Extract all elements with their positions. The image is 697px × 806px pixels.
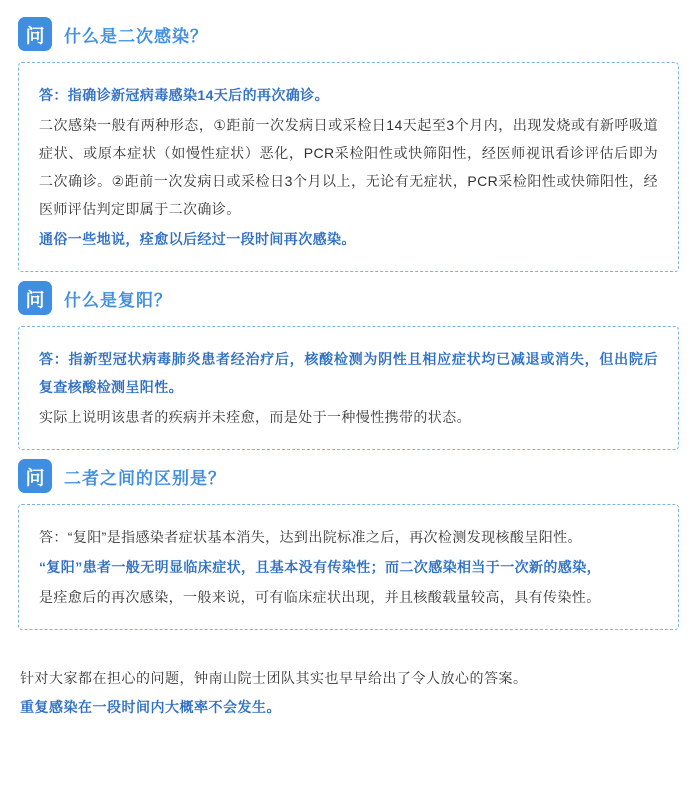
answer-box-1	[18, 62, 679, 272]
footer-line-1: 针对大家都在担心的问题，钟南山院士团队其实也早早给出了令人放心的答案。	[20, 670, 528, 686]
answer-paragraph: 答：指确诊新冠病毒感染14天后的再次确诊。	[39, 87, 329, 103]
qa-block-1	[18, 14, 679, 272]
question-header-1	[18, 14, 679, 54]
qa-block-3	[18, 456, 679, 630]
answer-paragraph: 通俗一些地说，痊愈以后经过一段时间再次感染。	[39, 231, 356, 247]
question-badge-icon: 问	[18, 281, 52, 315]
footer-line-2: 重复感染在一段时间内大概率不会发生。	[20, 699, 281, 716]
answer-paragraph: 答：“复阳”是指感染者症状基本消失，达到出院标准之后，再次检测发现核酸呈阳性。	[39, 529, 582, 545]
answer-box-3	[18, 504, 679, 630]
question-header-3	[18, 456, 679, 496]
answer-box-2	[18, 326, 679, 450]
question-header-2	[18, 278, 679, 318]
answer-paragraph: 是痊愈后的再次感染，一般来说，可有临床症状出现，并且核酸载量较高，具有传染性。	[39, 589, 601, 605]
question-badge-icon: 问	[18, 17, 52, 51]
question-badge-icon: 问	[18, 459, 52, 493]
question-title: 什么是二次感染？	[64, 26, 208, 46]
answer-paragraph: 实际上说明该患者的疾病并未痊愈，而是处于一种慢性携带的状态。	[39, 409, 471, 425]
question-title: 什么是复阳？	[64, 290, 172, 310]
answer-paragraph: 答：指新型冠状病毒肺炎患者经治疗后，核酸检测为阴性且相应症状均已减退或消失，但出院后复查核酸检测呈阳性。	[39, 351, 658, 395]
question-title: 二者之间的区别是？	[64, 468, 226, 488]
qa-block-2	[18, 278, 679, 450]
answer-paragraph: 二次感染一般有两种形态，①距前一次发病日或采检日14天起至3个月内，出现发烧或有新呼吸道症状、或原本症状（如慢性症状）恶化，PCR采检阳性或快筛阳性，经医师视讯看诊评估后即为二次确诊。②距前一次发病日或采检日3个月以上，无论有无症状，PCR采检阳性或快筛阳性，经医师评估判定即属于二次确诊。	[39, 117, 658, 217]
answer-paragraph: “复阳”患者一般无明显临床症状，且基本没有传染性；而二次感染相当于一次新的感染，	[39, 559, 601, 575]
footer-note	[18, 664, 679, 723]
